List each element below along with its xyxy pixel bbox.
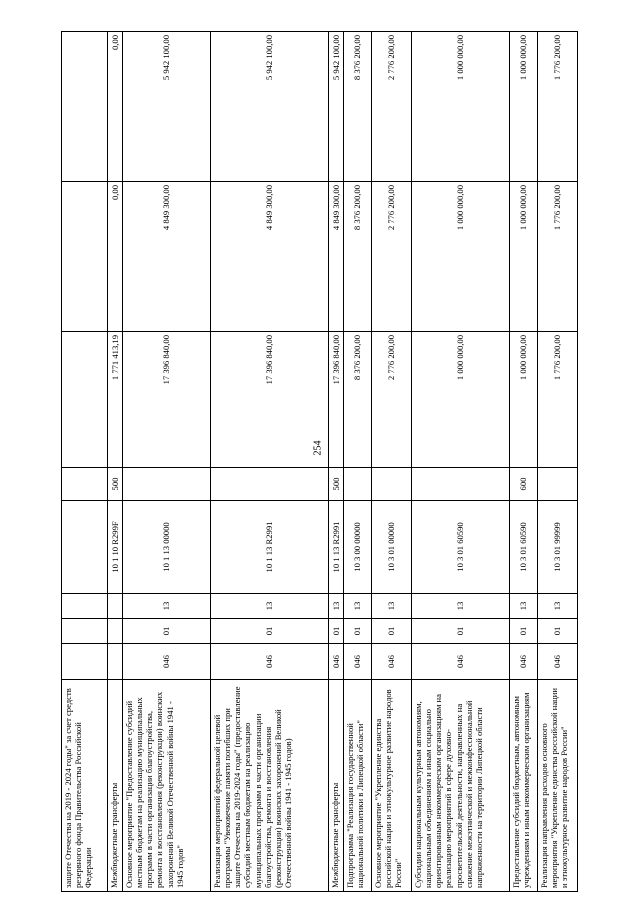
cell-sum3: 5 942 100,00 [211,32,329,182]
row-name: Основное мероприятие "Укрепление единства российской нации и этнокультурное развитие народов России" [372,680,412,892]
table-row [329,32,344,892]
cell-target [62,501,108,594]
cell-sum1: 17 396 840,00 [211,332,329,468]
cell-section: 01 [344,619,372,644]
table-row [372,32,412,892]
cell-vr: 500 [329,468,344,501]
cell-target: 10 1 13 R2991 [329,501,344,594]
cell-subsection: 13 [123,594,211,619]
cell-sum2 [62,182,108,332]
cell-vr [412,468,510,501]
cell-section: 01 [329,619,344,644]
row-name: Основное мероприятие "Предоставление субсидий местным бюджетам на реализацию муниципальных программ в части организации благоустройства, ремонта и восстановления (реконструкции) воинских захоронений Великой Отечественной войны 1941 - 1945 годов" [123,680,211,892]
cell-section: 01 [123,619,211,644]
cell-admin: 046 [372,644,412,680]
cell-sum3 [62,32,108,182]
cell-admin: 046 [329,644,344,680]
cell-target: 10 1 10 R299F [108,501,123,594]
cell-subsection: 13 [510,594,538,619]
cell-vr [123,468,211,501]
cell-sum2: 4 849 300,00 [329,182,344,332]
table-row [344,32,372,892]
cell-sum2: 1 776 200,00 [538,182,578,332]
row-name: Реализация направления расходов основного мероприятия "Укрепление единства российской нации и этнокультурное развитие народов России" [538,680,578,892]
cell-target: 10 3 01 60590 [510,501,538,594]
cell-sum3: 5 942 100,00 [123,32,211,182]
table-row [62,32,108,892]
cell-sum2: 1 000 000,00 [412,182,510,332]
cell-sum3: 0,00 [108,32,123,182]
cell-section: 01 [412,619,510,644]
cell-vr [62,468,108,501]
cell-sum1: 1 776 200,00 [538,332,578,468]
cell-section: 01 [372,619,412,644]
cell-sum3: 5 942 100,00 [329,32,344,182]
cell-subsection: 13 [329,594,344,619]
cell-vr [211,468,329,501]
cell-vr [538,468,578,501]
cell-sum2: 0,00 [108,182,123,332]
cell-section [108,619,123,644]
cell-section: 01 [538,619,578,644]
cell-admin [108,644,123,680]
cell-subsection: 13 [211,594,329,619]
cell-admin: 046 [123,644,211,680]
cell-subsection [62,594,108,619]
budget-table [61,31,578,892]
table-row [108,32,123,892]
cell-subsection: 13 [372,594,412,619]
cell-admin: 046 [510,644,538,680]
page-number: 254 [312,440,324,456]
cell-admin: 046 [344,644,372,680]
table-row [538,32,578,892]
cell-target: 10 1 13 R2991 [211,501,329,594]
cell-vr [372,468,412,501]
cell-section [62,619,108,644]
cell-sum1: 2 776 200,00 [372,332,412,468]
cell-sum3: 1 000 000,00 [412,32,510,182]
cell-sum2: 2 776 200,00 [372,182,412,332]
cell-sum2: 1 000 000,00 [510,182,538,332]
cell-sum2: 8 376 200,00 [344,182,372,332]
cell-sum3: 1 000 000,00 [510,32,538,182]
cell-sum1: 8 376 200,00 [344,332,372,468]
cell-subsection [108,594,123,619]
cell-vr: 500 [108,468,123,501]
cell-sum1: 17 396 840,00 [123,332,211,468]
cell-sum3: 1 776 200,00 [538,32,578,182]
cell-target: 10 3 01 00000 [372,501,412,594]
cell-section: 01 [211,619,329,644]
cell-sum1: 1 771 413,19 [108,332,123,468]
table-row [412,32,510,892]
cell-sum2: 4 849 300,00 [211,182,329,332]
cell-target: 10 3 01 99999 [538,501,578,594]
row-name: Реализация мероприятий федеральной целевой программы "Увековечение памяти погибших при защите Отечества на 2019-2024 годы" (предоставление субсидий местным бюджетам на реализацию муниципальных программ в части организации благоустройства, ремонта и восстановления (реконструкции) воинских захоронений Великой Отечественной войны 1941 - 1945 годов) [211,680,329,892]
cell-sum1: 1 000 000,00 [510,332,538,468]
cell-admin: 046 [211,644,329,680]
cell-sum1: 1 000 000,00 [412,332,510,468]
cell-vr [344,468,372,501]
cell-sum2: 4 849 300,00 [123,182,211,332]
cell-admin [62,644,108,680]
table-row [510,32,538,892]
cell-sum3: 2 776 200,00 [372,32,412,182]
cell-sum1: 17 396 840,00 [329,332,344,468]
cell-section: 01 [510,619,538,644]
table-row [211,32,329,892]
table-row [123,32,211,892]
cell-admin: 046 [538,644,578,680]
row-name: Межбюджетные трансферты [329,680,344,892]
cell-subsection: 13 [538,594,578,619]
rotated-table-frame [61,32,606,892]
row-name: защите Отечества на 2019 - 2024 годы" за счет средств резервного фонда Правительства Российской Федерации [62,680,108,892]
cell-target: 10 3 00 00000 [344,501,372,594]
cell-sum1 [62,332,108,468]
cell-subsection: 13 [412,594,510,619]
cell-subsection: 13 [344,594,372,619]
cell-admin: 046 [412,644,510,680]
cell-vr: 600 [510,468,538,501]
row-name: Предоставление субсидий бюджетным, автономным учреждениям и иным некоммерческим организациям [510,680,538,892]
cell-target: 10 3 01 60590 [412,501,510,594]
rotated-table-content [61,32,606,892]
cell-target: 10 1 13 00000 [123,501,211,594]
row-name: Субсидии национальным культурным автономиям, национальным объединениям и иным социально ориентированным некоммерческим организациям на реализацию мероприятий в сфере духовно-просветительской деятельности, направленных на снижение межэтнической и межконфессиональной напряженности на территории Липецкой области [412,680,510,892]
row-name: Подпрограмма "Реализация государственной национальной политики в Липецкой области" [344,680,372,892]
row-name: Межбюджетные трансферты [108,680,123,892]
cell-sum3: 8 376 200,00 [344,32,372,182]
